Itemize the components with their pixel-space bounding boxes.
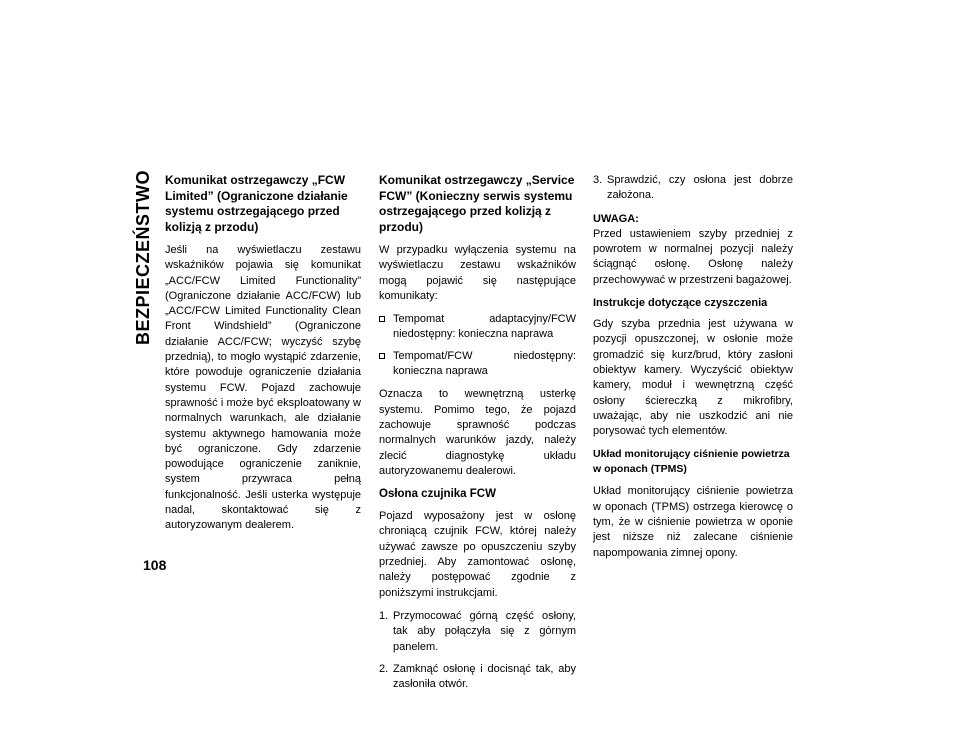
sensor-cover-paragraph: Pojazd wyposażony jest w osłonę chroniącą czujnik FCW, której należy używać zawsze po opuszczeniu szyby przedniej. Aby zamontować osłonę, należy postępować zgodnie z poniższymi instrukcjami. bbox=[379, 510, 576, 599]
section-title: BEZPIECZEŃSTWO bbox=[132, 169, 153, 346]
list-item: Tempomat/FCW niedostępny: konieczna naprawa bbox=[379, 349, 576, 380]
service-fcw-heading: Komunikat ostrzegawczy „Service FCW” (Konieczny serwis systemu ostrzegającego przed kolizją z przodu) bbox=[379, 173, 575, 234]
checkbox-bullet-icon bbox=[379, 353, 385, 359]
sensor-cover-heading: Osłona czujnika FCW bbox=[379, 488, 496, 501]
note-text: Przed ustawieniem szyby przedniej z powrotem w normalnej pozycji należy ściągnąć osłonę. Osłonę należy przechowywać w przestrzeni bagażowej. bbox=[593, 227, 793, 286]
note-title: UWAGA: bbox=[593, 212, 639, 225]
page-number: 108 bbox=[143, 557, 167, 573]
list-item: Tempomat adaptacyjny/FCW niedostępny: konieczna naprawa bbox=[379, 312, 576, 343]
install-steps-continued bbox=[593, 173, 793, 204]
list-item: 2. Zamknąć osłonę i docisnąć tak, aby zasłoniła otwór. bbox=[379, 662, 576, 691]
service-fcw-explanation: Oznacza to wewnętrzną usterkę systemu. Pomimo tego, że pojazd zachowuje sprawność podczas normalnych warunków jazdy, należy zlecić diagnostykę układu autoryzowanemu dealerowi. bbox=[379, 388, 576, 477]
list-item: 3. Sprawdzić, czy osłona jest dobrze założona. bbox=[593, 174, 793, 202]
column-right bbox=[593, 173, 793, 569]
checkbox-bullet-icon bbox=[379, 316, 385, 322]
service-fcw-intro: W przypadku wyłączenia systemu na wyświetlaczu zestawu wskaźników mogą pojawić się następujące komunikaty: bbox=[379, 244, 576, 302]
column-middle bbox=[379, 173, 576, 700]
cleaning-paragraph: Gdy szyba przednia jest używana w pozycji opuszczonej, w osłonie może gromadzić się kurz/brud, który zasłoni obiektyw kamery. Wyczyścić obiektyw kamery, moduł i wewnętrzną część osłony ściereczką z mikrofibry, uważając, aby nie uszkodzić ani nie porysować tych elementów. bbox=[593, 318, 793, 438]
fcw-limited-heading: Komunikat ostrzegawczy „FCW Limited” (Ograniczone działanie systemu ostrzegającego przed kolizją z przodu) bbox=[165, 173, 348, 234]
list-item: 1. Przymocować górną część osłony, tak aby połączyła się z górnym panelem. bbox=[379, 609, 576, 653]
tpms-paragraph: Układ monitorujący ciśnienie powietrza w oponach (TPMS) ostrzega kierowcę o tym, że w ciśnienie powietrza w oponie jest niższe niż zalecane ciśnienie napompowania zimnej opony. bbox=[593, 485, 793, 559]
tpms-heading: Układ monitorujący ciśnienie powietrza w oponach (TPMS) bbox=[593, 448, 790, 476]
install-steps bbox=[379, 609, 576, 692]
fcw-limited-paragraph: Jeśli na wyświetlaczu zestawu wskaźników pojawia się komunikat „ACC/FCW Limited Functionality” (Ograniczone działanie ACC/FCW) lub „ACC/FCW Limited Functionality Clean Front Windshield” (Ograniczone działanie ACC/FCW; wyczyść szybę przednią), to mogło wystąpić zdarzenie, które powoduje ograniczenie działania systemu FCW. Pojazd zachowuje sprawność i może być eksploatowany w normalnych warunkach, ale działanie systemu aktywnego hamowania może być ograniczone. Gdy zdarzenie powodujące ograniczenie zaniknie, system przywraca pełną funkcjonalność. Jeśli usterka występuje nadal, skontaktować się z autoryzowanym dealerem. bbox=[165, 244, 361, 532]
column-left bbox=[165, 173, 361, 542]
section-side-tab bbox=[126, 170, 160, 345]
message-list bbox=[379, 312, 576, 379]
cleaning-heading: Instrukcje dotyczące czyszczenia bbox=[593, 297, 768, 310]
